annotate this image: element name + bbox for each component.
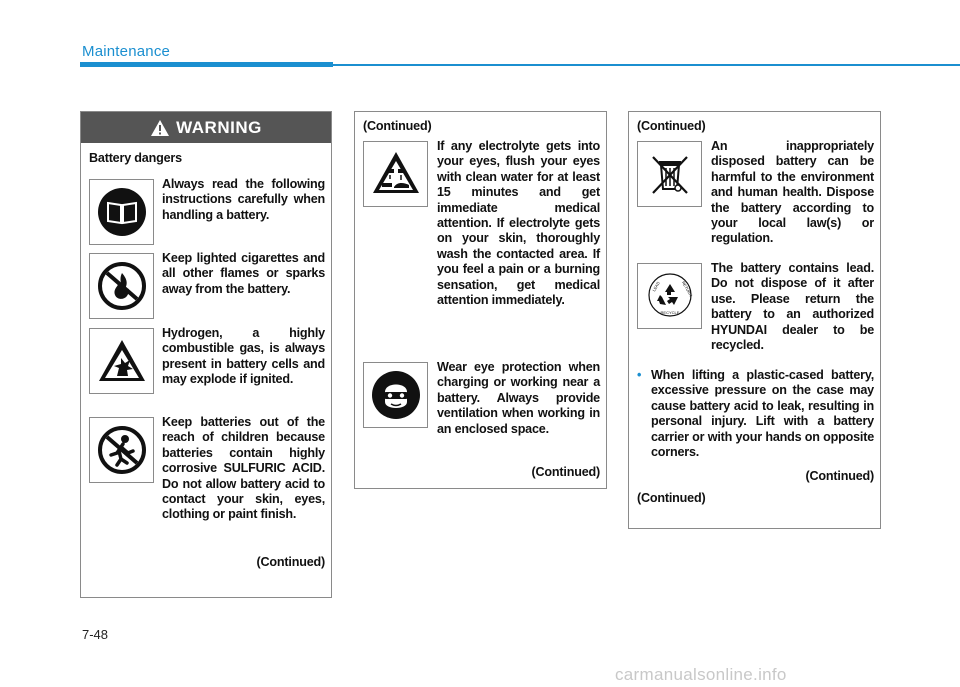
continued-label: (Continued): [531, 465, 600, 479]
battery-item-text: Wear eye protection when charging or working near a battery. Always provide ventilation when working in an enclosed space.: [437, 360, 600, 436]
icon-box-eye-protection: [363, 362, 428, 428]
icon-box-corrosive: [363, 141, 428, 207]
warning-panel-2: [354, 111, 607, 489]
recycle-label-right: RETURN: [680, 280, 694, 298]
continued-label: (Continued): [363, 119, 432, 133]
header-rule-thick: [80, 62, 333, 67]
warning-header: [81, 112, 331, 143]
manual-book-icon: [97, 187, 147, 237]
continued-label: (Continued): [637, 119, 706, 133]
battery-item-text: An inappropriately disposed battery can be harmful to the environment and human health. Dispose the battery according to your local law(s) or regulation.: [711, 139, 874, 246]
warning-panel-1: [80, 111, 332, 598]
bullet-text: When lifting a plastic-cased battery, excessive pressure on the case may cause battery acid to leak, resulting in personal injury. Lift with a battery carrier or with your hands on opposite corners.: [651, 368, 874, 460]
battery-item-text: Keep lighted cigarettes and all other flames or sparks away from the battery.: [162, 251, 325, 296]
continued-label: (Continued): [637, 491, 706, 505]
lead-recycle-icon: [645, 271, 695, 321]
recycle-label-bottom: RECYCLE: [660, 310, 679, 315]
battery-item-text: Keep batteries out of the reach of children because batteries contain highly corrosive SULFURIC ACID. Do not allow battery acid to contact your skin, eyes, clothing or paint finish.: [162, 415, 325, 522]
icon-box-explosion: [89, 328, 154, 394]
continued-label: (Continued): [805, 469, 874, 483]
battery-dangers-heading: Battery dangers: [89, 151, 182, 165]
eye-protection-icon: [371, 370, 421, 420]
icon-box-no-trash: [637, 141, 702, 207]
no-flames-icon: [97, 261, 147, 311]
recycle-label-left: LEAD: [650, 280, 661, 293]
warning-label: WARNING: [176, 117, 262, 137]
page-number: 7-48: [82, 627, 109, 642]
bullet-item: [637, 368, 874, 460]
battery-item-text: Always read the following instructions carefully when handling a battery.: [162, 177, 325, 222]
corrosive-acid-icon: [371, 149, 421, 199]
icon-box-manual: [89, 179, 154, 245]
continued-label: (Continued): [256, 555, 325, 569]
icon-box-recycle: [637, 263, 702, 329]
watermark: carmanualsonline.info: [615, 665, 787, 684]
keep-away-children-icon: [97, 425, 147, 475]
battery-item-text: The battery contains lead. Do not dispose of it after use. Please return the battery to an authorized HYUNDAI dealer to be recycled.: [711, 261, 874, 353]
warning-triangle-icon: [150, 119, 170, 137]
icon-box-no-flames: [89, 253, 154, 319]
no-trash-bin-icon: [645, 149, 695, 199]
bullet-dot: •: [637, 368, 642, 382]
warning-panel-3: [628, 111, 881, 529]
section-title: Maintenance: [82, 43, 171, 60]
header-rule-thin: [333, 64, 960, 66]
battery-item-text: Hydrogen, a highly combustible gas, is always present in battery cells and may explode if ignited.: [162, 326, 325, 387]
battery-item-text: If any electrolyte gets into your eyes, flush your eyes with clean water for at least 15 minutes and get immediate medical attention. If electrolyte gets on your skin, thoroughly wash the contacted area. If you feel a pain or a burning sensation, get medical attention immediately.: [437, 139, 600, 308]
explosion-hazard-icon: [97, 336, 147, 386]
icon-box-children: [89, 417, 154, 483]
